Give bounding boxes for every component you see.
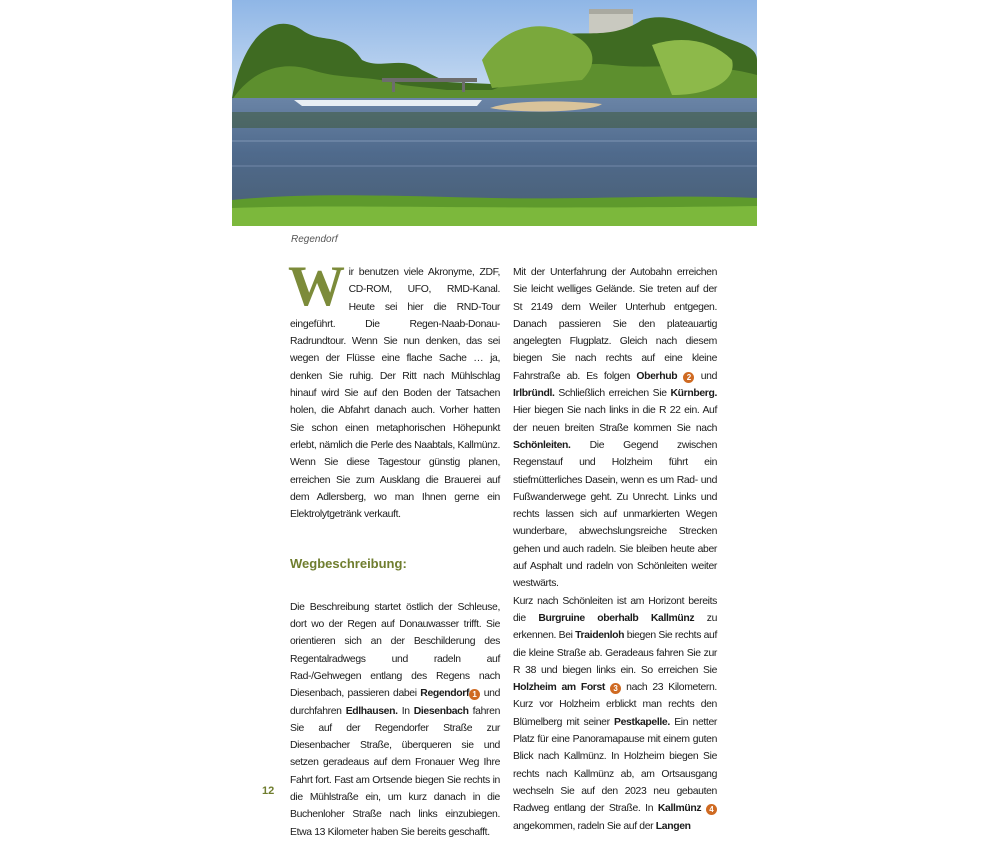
place-name: Langen	[655, 820, 691, 832]
waypoint-marker: 2	[683, 372, 694, 383]
intro-text: ir benutzen viele Akronyme, ZDF, CD-ROM, UFO, RMD-Kanal. Heute sei hier die RND-Tour eingeführt. Die Regen-Naab-Donau-Radrundtour. Wenn Sie nun denken, das sei wegen der Flüsse eine flache Sache … ja, denken Sie ruhig. Der Ritt nach Mühlschlag hinauf wird Sie auf den Boden der Tatsachen holen, die Abfahrt danach auch. Vorher hatten Sie schon einen metaphorischen Höhepunkt erlebt, nämlich die Perle des Naabtals, Kallmünz. Wenn Sie diese Tagestour günstig planen, erreichen Sie zum Ausklang die Brauerei auf dem Adlersberg, wo man Ihnen gerne ein Elektrolytgetränk verkauft.	[290, 267, 500, 521]
place-name: Irlbründl.	[513, 388, 555, 400]
route-paragraph-1	[513, 264, 717, 593]
text-run: Mit der Unterfahrung der Autobahn erreichen Sie leicht welliges Gelände. Sie treten auf der St 2149 dem Weiler Unterhub entgegen. Danach passieren Sie den plateauartig angelegten Flugplatz. Gleich nach diesem biegen Sie nach rechts auf eine kleine Fahrstraße ab. Es folgen	[513, 267, 717, 382]
text-run: Die Beschreibung startet östlich der Schleuse, dort wo der Regen auf Donauwasser trifft. Sie orientieren sich an der Beschilderung des Regentalradwegs und radeln auf Rad-/Gehwegen entlang des Regens nach Diesenbach, passieren dabei	[290, 601, 500, 700]
place-name: Regendorf	[420, 688, 470, 700]
text-run: fahren Sie auf der Regendorfer Straße zur Diesenbacher Straße, überqueren sie und setzen geradeaus auf dem Fronauer Weg Ihre Fahrt fort. Fast am Ortsende biegen Sie rechts in die Mühlstraße ein, um kurz danach in die Buchenloher Straße nach links einzubiegen. Etwa 13 Kilometer haben Sie bereits geschafft.	[290, 705, 500, 838]
text-run: Schließlich erreichen Sie	[554, 388, 671, 400]
place-name: Edlhausen.	[345, 705, 398, 717]
text-run: Hier biegen Sie nach links in die R 22 ein. Auf der neuen breiten Straße kommen Sie nach	[513, 405, 717, 434]
place-name: Diesenbach	[413, 705, 469, 717]
place-name: Schönleiten.	[513, 439, 571, 451]
text-run: angekommen, radeln Sie auf der	[513, 820, 656, 832]
text-run: und	[694, 370, 718, 382]
waypoint-marker: 4	[706, 804, 717, 815]
dropcap: W	[288, 255, 345, 318]
waypoint-marker: 1	[469, 689, 480, 700]
text-run: nach 23 Kilometern. Kurz vor Holzheim erblickt man rechts den Blümelberg mit seiner	[513, 682, 717, 728]
place-name: Kallmünz	[657, 803, 702, 815]
right-column	[513, 264, 717, 835]
left-column	[288, 255, 500, 841]
photo-caption: Regendorf	[291, 234, 338, 245]
river-landscape-icon	[232, 0, 757, 226]
text-run: In	[397, 705, 414, 717]
place-name: Traidenloh	[575, 630, 625, 642]
page-number: 12	[262, 785, 275, 797]
text-run: Kurz nach Schönleiten ist am Horizont bereits die	[513, 595, 717, 624]
place-name: Holzheim am Forst	[513, 682, 606, 694]
waypoint-marker: 3	[610, 683, 621, 694]
place-name: Pestkapelle.	[614, 716, 670, 728]
text-run: und durchfahren	[290, 688, 500, 717]
intro-paragraph	[288, 255, 500, 523]
route-paragraph-2	[513, 593, 717, 835]
place-name: Burgruine oberhalb Kallmünz	[538, 612, 695, 624]
text-run: zu erkennen. Bei	[513, 612, 718, 642]
place-name: Kürnberg.	[670, 388, 717, 400]
river-landscape-photo	[232, 0, 757, 226]
section-heading: Wegbeschreibung:	[290, 556, 407, 572]
place-name: Oberhub	[636, 370, 678, 382]
text-run: biegen Sie rechts auf die kleine Straße ab. Geradeaus fahren Sie zur R 38 und biegen links ein. So erreichen Sie	[513, 630, 718, 676]
text-run: Ein netter Platz für eine Panoramapause mit einem guten Blick nach Kallmünz. In Holzheim biegen Sie rechts nach Kallmünz ab, am Ortsausgang wechseln Sie auf den 2023 neu gebauten Radweg entlang der Straße. In	[513, 716, 717, 815]
text-run: Die Gegend zwischen Regenstauf und Holzheim führt ein stiefmütterliches Dasein, wenn es um Rad- und Fußwanderwege geht. Zu Unrecht. Links und rechts lassen sich auf unmarkierten Wegen wunderbare, abwechslungsreiche Strecken gehen und auch radeln. Sie bleiben heute aber auf Asphalt und radeln von Schönleiten weiter westwärts.	[513, 439, 717, 590]
description-paragraph	[290, 599, 500, 841]
